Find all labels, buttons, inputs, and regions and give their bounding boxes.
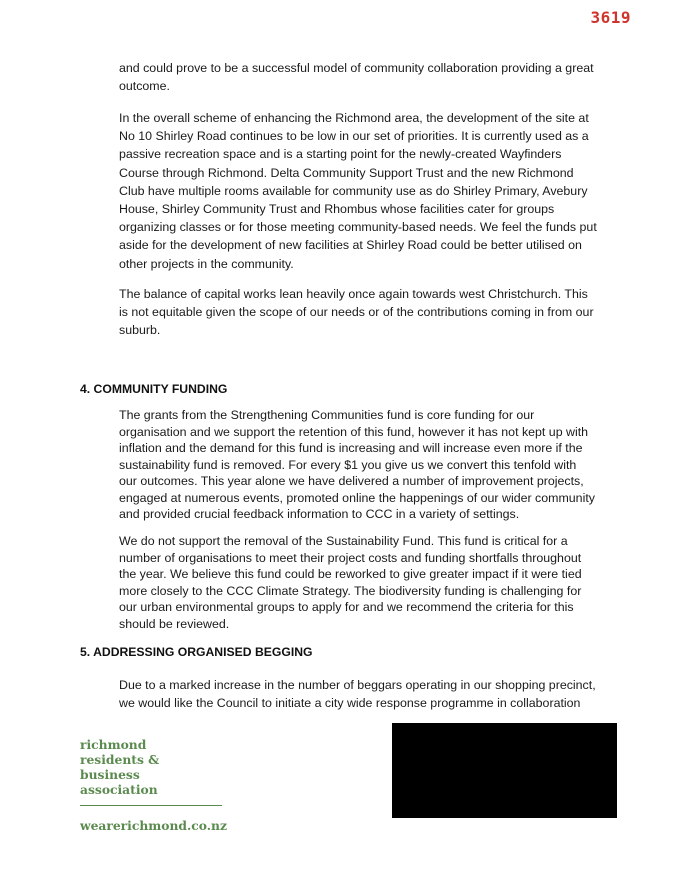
paragraph-capital-works: The balance of capital works lean heavily once again towards west Christchurch. This is not equitable given the scope of our needs or of the contributions coming in from our suburb. <box>119 287 594 338</box>
brand-line: business <box>80 767 140 782</box>
brand-line: richmond <box>80 737 147 752</box>
paragraph-continuation: and could prove to be a successful model of community collaboration providing a great outcome. <box>119 61 594 94</box>
website-link[interactable]: wearerichmond.co.nz <box>80 818 227 833</box>
brand-line: residents & <box>80 752 160 767</box>
paragraph-sustainability-fund: We do not support the removal of the Sustainability Fund. This fund is critical for a number of organisations to meet their project costs and funding shortfalls throughout the year. We believe this fund could be reworked to give greater impact if it were tied more closely to the CCC Climate Strategy. The biodiversity funding is challenging for our urban environmental groups to apply for and we recommend the criteria for this should be reviewed. <box>119 534 582 631</box>
heading-community-funding: 4. COMMUNITY FUNDING <box>80 382 228 396</box>
brand-divider <box>80 805 222 806</box>
redaction-box <box>392 723 617 818</box>
paragraph-begging: Due to a marked increase in the number of beggars operating in our shopping precinct, we would like the Council to initiate a city wide response programme in collaboration <box>119 678 596 711</box>
page-number: 3619 <box>590 8 631 27</box>
paragraph-shirley-road: In the overall scheme of enhancing the Richmond area, the development of the site at No 10 Shirley Road continues to be low in our set of priorities. It is currently used as a passive recreation space and is a starting point for the newly-created Wayfinders Course through Richmond. Delta Community Support Trust and the new Richmond Club have multiple rooms available for community use as do Shirley Primary, Avebury House, Shirley Community Trust and Rhombus whose facilities cater for groups organizing classes or for those meeting community-based needs. We feel the funds put aside for the development of new facilities at Shirley Road could be better utilised on other projects in the community. <box>119 111 597 271</box>
brand-line: association <box>80 782 158 797</box>
paragraph-grants: The grants from the Strengthening Communities fund is core funding for our organisation and we support the retention of this fund, however it has not kept up with inflation and the demand for this fund is increasing and will increase even more if the sustainability fund is removed. For every $1 you give us we convert this tenfold with our outcomes. This year alone we have delivered a number of improvement projects, engaged at numerous events, promoted online the happenings of our wider community and provided crucial feedback information to CCC in a variety of settings. <box>119 408 595 521</box>
brand-logo <box>80 737 230 797</box>
heading-organised-begging: 5. ADDRESSING ORGANISED BEGGING <box>80 645 313 659</box>
